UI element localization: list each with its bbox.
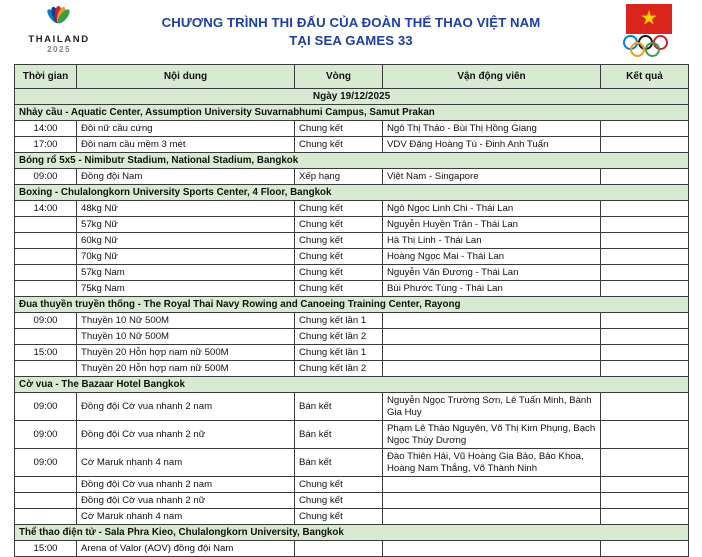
table-row xyxy=(15,449,689,477)
cell-result xyxy=(601,329,689,345)
cell-time: 14:00 xyxy=(15,121,77,137)
cell-round: Chung kết xyxy=(295,217,383,233)
sport-heading-label: Boxing - Chulalongkorn University Sports Center, 4 Floor, Bangkok xyxy=(15,185,689,201)
olympic-rings-icon xyxy=(619,35,679,57)
cell-athlete xyxy=(383,477,601,493)
cell-time: 15:00 xyxy=(15,541,77,557)
table-row xyxy=(15,477,689,493)
logo-year-text: 2025 xyxy=(47,45,71,54)
column-header-content: Nội dung xyxy=(77,65,295,89)
table-row xyxy=(15,281,689,297)
sport-heading-label: Đua thuyền truyền thống - The Royal Thai Navy Rowing and Canoeing Training Center, Rayong xyxy=(15,297,689,313)
cell-athlete: Ngô Thị Thảo - Bùi Thị Hồng Giang xyxy=(383,121,601,137)
cell-content: Đôi nữ cầu cứng xyxy=(77,121,295,137)
column-header-round: Vòng xyxy=(295,65,383,89)
cell-result xyxy=(601,121,689,137)
cell-athlete: Nguyễn Ngọc Trường Sơn, Lê Tuấn Minh, Bành Gia Huy xyxy=(383,393,601,421)
cell-time: 09:00 xyxy=(15,313,77,329)
cell-athlete: Việt Nam - Singapore xyxy=(383,169,601,185)
cell-round: Chung kết lần 2 xyxy=(295,329,383,345)
cell-content: Thuyền 20 Hỗn hợp nam nữ 500M xyxy=(77,361,295,377)
cell-athlete: Bùi Phước Tùng - Thái Lan xyxy=(383,281,601,297)
cell-result xyxy=(601,449,689,477)
day-heading-row xyxy=(15,89,689,105)
column-header-time: Thời gian xyxy=(15,65,77,89)
table-row xyxy=(15,509,689,525)
sport-heading-label: Cờ vua - The Bazaar Hotel Bangkok xyxy=(15,377,689,393)
cell-time: 17:00 xyxy=(15,137,77,153)
cell-time xyxy=(15,509,77,525)
vietnam-emblem xyxy=(612,4,686,60)
page-title xyxy=(136,14,566,50)
cell-result xyxy=(601,137,689,153)
cell-athlete xyxy=(383,509,601,525)
cell-athlete: Nguyễn Văn Đương - Thái Lan xyxy=(383,265,601,281)
cell-time xyxy=(15,265,77,281)
cell-round: Chung kết lần 1 xyxy=(295,345,383,361)
table-row xyxy=(15,345,689,361)
cell-round: Chung kết xyxy=(295,493,383,509)
schedule-table-body xyxy=(15,89,689,557)
cell-result xyxy=(601,201,689,217)
table-row xyxy=(15,329,689,345)
cell-content: 48kg Nữ xyxy=(77,201,295,217)
column-header-athlete: Vận động viên xyxy=(383,65,601,89)
logo-brand-text: THAILAND xyxy=(28,34,90,45)
page-header xyxy=(0,0,702,64)
sport-heading-row xyxy=(15,297,689,313)
cell-round: Chung kết xyxy=(295,509,383,525)
sport-heading-label: Thể thao điện tử - Sala Phra Kieo, Chulalongkorn University, Bangkok xyxy=(15,525,689,541)
sport-heading-row xyxy=(15,525,689,541)
cell-time: 15:00 xyxy=(15,345,77,361)
cell-result xyxy=(601,281,689,297)
cell-athlete: Phạm Lê Thảo Nguyên, Võ Thị Kim Phụng, Bạch Ngọc Thùy Dương xyxy=(383,421,601,449)
cell-result xyxy=(601,477,689,493)
cell-time: 09:00 xyxy=(15,393,77,421)
sea-games-logo xyxy=(16,6,102,60)
cell-content: Đồng đội Nam xyxy=(77,169,295,185)
cell-time: 09:00 xyxy=(15,169,77,185)
cell-result xyxy=(601,233,689,249)
cell-result xyxy=(601,265,689,281)
cell-time: 14:00 xyxy=(15,201,77,217)
day-heading-label: Ngày 19/12/2025 xyxy=(15,89,689,105)
cell-athlete: Hoàng Ngọc Mai - Thái Lan xyxy=(383,249,601,265)
cell-result xyxy=(601,345,689,361)
cell-result xyxy=(601,217,689,233)
cell-round: Chung kết xyxy=(295,201,383,217)
table-row xyxy=(15,313,689,329)
sport-heading-row xyxy=(15,377,689,393)
cell-round: Chung kết xyxy=(295,233,383,249)
cell-round: Bán kết xyxy=(295,393,383,421)
table-row xyxy=(15,121,689,137)
table-row xyxy=(15,493,689,509)
cell-round: Xếp hạng xyxy=(295,169,383,185)
cell-time xyxy=(15,217,77,233)
cell-result xyxy=(601,421,689,449)
sport-heading-label: Bóng rổ 5x5 - Nimibutr Stadium, National Stadium, Bangkok xyxy=(15,153,689,169)
cell-content: Đồng đội Cờ vua nhanh 2 nữ xyxy=(77,493,295,509)
cell-time xyxy=(15,477,77,493)
cell-round: Chung kết xyxy=(295,249,383,265)
cell-athlete xyxy=(383,493,601,509)
table-header-row xyxy=(15,65,689,89)
cell-content: Đồng đội Cờ vua nhanh 2 nam xyxy=(77,477,295,493)
column-header-result: Kết quả xyxy=(601,65,689,89)
sea-games-petals-icon xyxy=(39,6,79,32)
cell-round: Chung kết lần 1 xyxy=(295,313,383,329)
cell-result xyxy=(601,393,689,421)
cell-time: 09:00 xyxy=(15,421,77,449)
flag-star-icon: ★ xyxy=(640,7,658,30)
cell-athlete xyxy=(383,361,601,377)
table-row xyxy=(15,421,689,449)
cell-athlete: Hà Thị Linh - Thái Lan xyxy=(383,233,601,249)
table-row xyxy=(15,265,689,281)
cell-time xyxy=(15,493,77,509)
cell-content: 70kg Nữ xyxy=(77,249,295,265)
cell-content: Đôi nam cầu mềm 3 mét xyxy=(77,137,295,153)
cell-result xyxy=(601,169,689,185)
cell-content: Cờ Maruk nhanh 4 nam xyxy=(77,509,295,525)
sport-heading-row xyxy=(15,105,689,121)
cell-athlete: Nguyễn Huyền Trân - Thái Lan xyxy=(383,217,601,233)
vietnam-flag-icon xyxy=(626,4,672,34)
cell-content: Thuyền 10 Nữ 500M xyxy=(77,329,295,345)
title-line-1: CHƯƠNG TRÌNH THI ĐẤU CỦA ĐOÀN THỂ THAO VIỆT NAM xyxy=(161,15,541,30)
sport-heading-row xyxy=(15,185,689,201)
cell-round: Chung kết xyxy=(295,477,383,493)
cell-time xyxy=(15,233,77,249)
schedule-table-container xyxy=(0,64,702,557)
cell-time xyxy=(15,329,77,345)
table-row xyxy=(15,541,689,557)
cell-content: 57kg Nữ xyxy=(77,217,295,233)
cell-round: Chung kết lần 2 xyxy=(295,361,383,377)
table-row xyxy=(15,217,689,233)
cell-time: 09:00 xyxy=(15,449,77,477)
cell-athlete xyxy=(383,541,601,557)
cell-content: 57kg Nam xyxy=(77,265,295,281)
sport-heading-label: Nhảy cầu - Aquatic Center, Assumption University Suvarnabhumi Campus, Samut Prakan xyxy=(15,105,689,121)
cell-round: Bán kết xyxy=(295,421,383,449)
cell-athlete xyxy=(383,329,601,345)
cell-athlete: Ngô Ngọc Linh Chi - Thái Lan xyxy=(383,201,601,217)
cell-round: Bán kết xyxy=(295,449,383,477)
table-row xyxy=(15,169,689,185)
cell-athlete: VDV Đặng Hoàng Tú - Đinh Anh Tuấn xyxy=(383,137,601,153)
title-line-2: TẠI SEA GAMES 33 xyxy=(289,33,413,48)
cell-athlete: Đào Thiên Hải, Vũ Hoàng Gia Bảo, Bảo Khoa, Hoàng Nam Thắng, Võ Thành Ninh xyxy=(383,449,601,477)
cell-result xyxy=(601,509,689,525)
cell-content: Thuyền 10 Nữ 500M xyxy=(77,313,295,329)
cell-result xyxy=(601,249,689,265)
table-row xyxy=(15,201,689,217)
table-row xyxy=(15,361,689,377)
cell-content: Đồng đội Cờ vua nhanh 2 nữ xyxy=(77,421,295,449)
cell-content: Đồng đội Cờ vua nhanh 2 nam xyxy=(77,393,295,421)
cell-time xyxy=(15,281,77,297)
cell-result xyxy=(601,541,689,557)
cell-content: 60kg Nữ xyxy=(77,233,295,249)
cell-round: Chung kết xyxy=(295,137,383,153)
table-row xyxy=(15,137,689,153)
cell-round: Chung kết xyxy=(295,281,383,297)
cell-athlete xyxy=(383,313,601,329)
table-row xyxy=(15,233,689,249)
cell-time xyxy=(15,249,77,265)
cell-result xyxy=(601,493,689,509)
schedule-table xyxy=(14,64,689,557)
table-row xyxy=(15,393,689,421)
cell-result xyxy=(601,313,689,329)
cell-content: Arena of Valor (AOV) đồng đội Nam xyxy=(77,541,295,557)
cell-result xyxy=(601,361,689,377)
cell-round: Chung kết xyxy=(295,121,383,137)
cell-time xyxy=(15,361,77,377)
cell-content: Thuyền 20 Hỗn hợp nam nữ 500M xyxy=(77,345,295,361)
table-row xyxy=(15,249,689,265)
cell-content: 75kg Nam xyxy=(77,281,295,297)
cell-round: Chung kết xyxy=(295,265,383,281)
sport-heading-row xyxy=(15,153,689,169)
cell-round xyxy=(295,541,383,557)
cell-athlete xyxy=(383,345,601,361)
cell-content: Cờ Maruk nhanh 4 nam xyxy=(77,449,295,477)
